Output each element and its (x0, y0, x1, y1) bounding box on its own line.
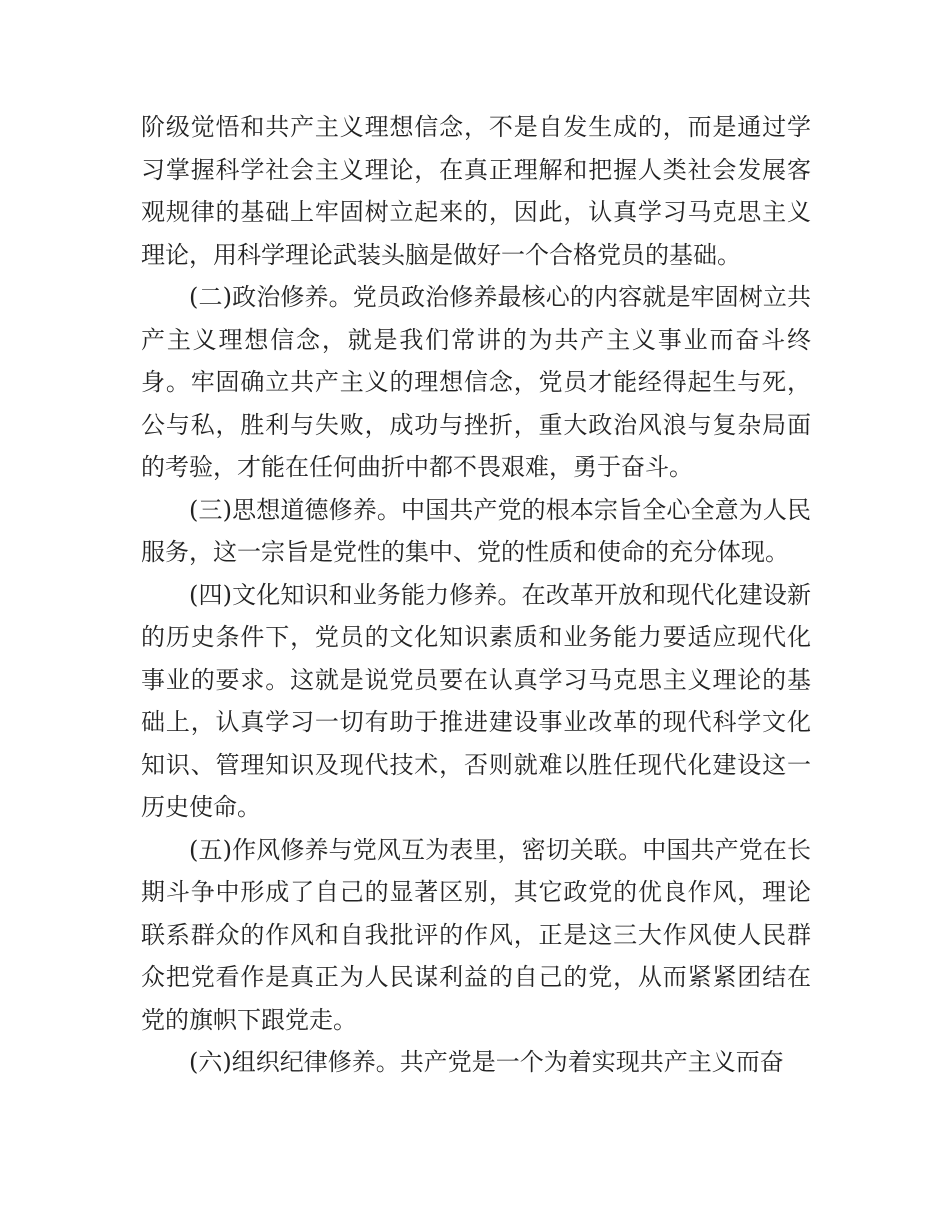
paragraph-political-cultivation: (二)政治修养。党员政治修养最核心的内容就是牢固树立共产主义理想信念，就是我们常讲的为共产主义事业而奋斗终身。牢固确立共产主义的理想信念，党员才能经得起生与死，公与私，胜利与失败，成功与挫折，重大政治风浪与复杂局面的考验，才能在任何曲折中都不畏艰难，勇于奋斗。 (141, 283, 811, 481)
document-body (141, 106, 811, 1084)
paragraph-continuation: 阶级觉悟和共产主义理想信念，不是自发生成的，而是通过学习掌握科学社会主义理论，在真正理解和把握人类社会发展客观规律的基础上牢固树立起来的，因此，认真学习马克思主义理论，用科学理论武装头脑是做好一个合格党员的基础。 (141, 113, 811, 269)
paragraph-discipline-cultivation: (六)组织纪律修养。共产党是一个为着实现共产主义而奋 (189, 1048, 784, 1076)
paragraph-style-cultivation: (五)作风修养与党风互为表里，密切关联。中国共产党在长期斗争中形成了自己的显著区别，其它政党的优良作风，理论联系群众的作风和自我批评的作风，正是这三大作风使人民群众把党看作是真正为人民谋利益的自己的党，从而紧紧团结在党的旗帜下跟党走。 (141, 835, 811, 1034)
paragraph-knowledge-cultivation: (四)文化知识和业务能力修养。在改革开放和现代化建设新的历史条件下，党员的文化知识素质和业务能力要适应现代化事业的要求。这就是说党员要在认真学习马克思主义理论的基础上，认真学习一切有助于推进建设事业改革的现代科学文化知识、管理知识及现代技术，否则就难以胜任现代化建设这一历史使命。 (141, 580, 811, 821)
paragraph-moral-cultivation: (三)思想道德修养。中国共产党的根本宗旨全心全意为人民服务，这一宗旨是党性的集中、党的性质和使命的充分体现。 (141, 495, 811, 566)
